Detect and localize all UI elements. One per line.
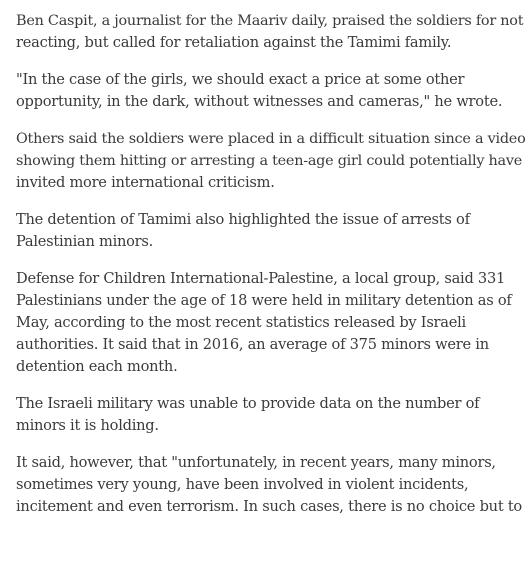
text-line: showing them hitting or arresting a teen-age girl could potentially have: [16, 153, 523, 169]
text-line: invited more international criticism.: [16, 174, 275, 191]
paragraph-defense-for-children: [16, 268, 526, 378]
paragraph-others: [16, 128, 526, 194]
text-line: sometimes very young, have been involved in violent incidents,: [16, 476, 469, 493]
paragraph-quote: [16, 69, 526, 113]
text-line: Others said the soldiers were placed in a difficult situation since a video: [16, 131, 526, 147]
paragraph-israeli-military: [16, 393, 526, 437]
text-line: May, according to the most recent statistics released by Israeli: [16, 314, 466, 331]
text-line: authorities. It said that in 2016, an average of 375 minors were in: [16, 336, 489, 353]
text-line: Palestinian minors.: [16, 233, 154, 250]
text-line: It said, however, that "unfortunately, in recent years, many minors,: [16, 454, 496, 471]
text-line: minors it is holding.: [16, 417, 159, 434]
paragraph-caspit: [16, 10, 526, 54]
text-line: incitement and even terrorism. In such cases, there is no choice but to: [16, 498, 522, 515]
text-line: The Israeli military was unable to provide data on the number of: [16, 395, 480, 412]
text-line: "In the case of the girls, we should exact a price at some other: [16, 71, 465, 88]
text-line: Defense for Children International-Palestine, a local group, said 331: [16, 270, 506, 287]
text-line: opportunity, in the dark, without witnesses and cameras," he wrote.: [16, 93, 503, 110]
paragraph-it-said: [16, 452, 526, 518]
text-line: reacting, but called for retaliation against the Tamimi family.: [16, 34, 452, 51]
text-line: The detention of Tamimi also highlighted the issue of arrests of: [16, 211, 470, 228]
text-line: detention each month.: [16, 358, 178, 375]
text-line: Ben Caspit, a journalist for the Maariv daily, praised the soldiers for not: [16, 13, 524, 29]
text-line: Palestinians under the age of 18 were held in military detention as of: [16, 292, 512, 309]
paragraph-detention: [16, 209, 526, 253]
